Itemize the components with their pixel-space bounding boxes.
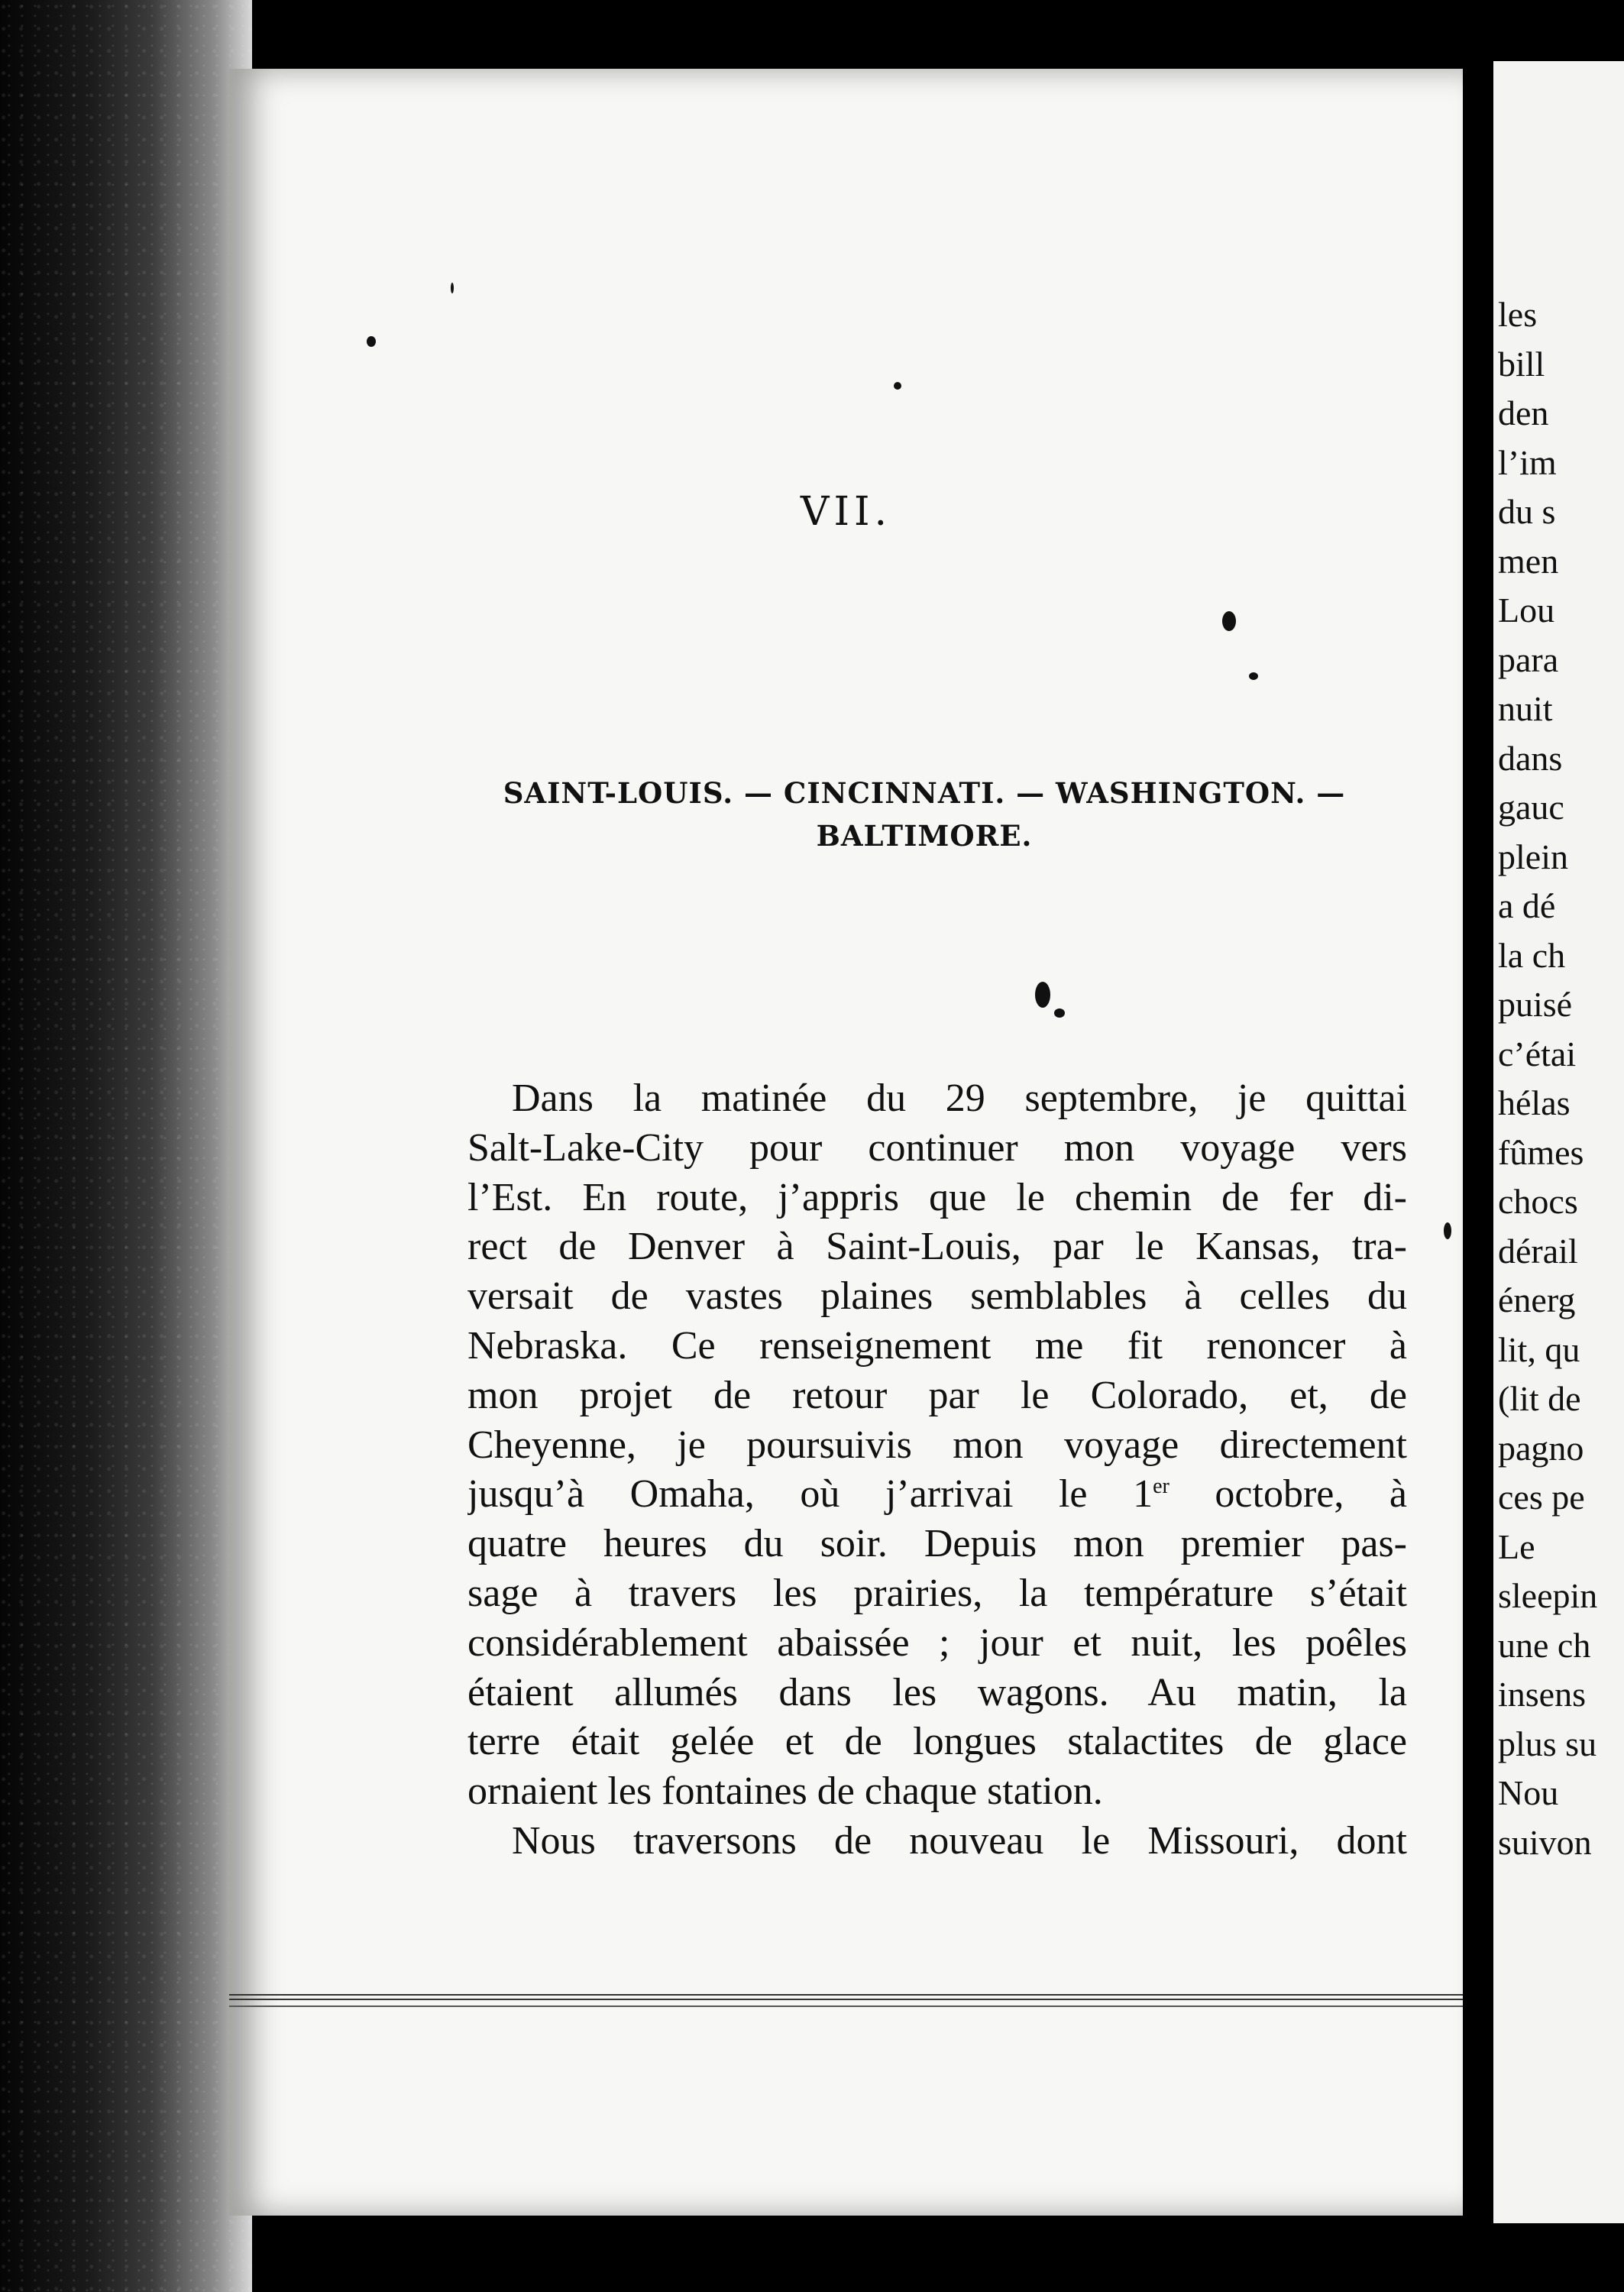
chapter-title-line: BALTIMORE. [816,819,1033,853]
right-page-line: Lou [1498,591,1555,630]
text-line: considérablement abaissée ; jour et nuit, les poêles [467,1620,1407,1665]
right-page-line: suivon [1498,1822,1592,1862]
page-bottom-rule [229,1994,1463,2000]
right-page-line: chocs [1498,1182,1578,1221]
page-bottom-rule-secondary [229,2006,1463,2007]
chapter-title [428,772,1421,857]
right-page-line: les [1498,295,1538,334]
right-page-line: du s [1498,492,1556,531]
right-page-line: den [1498,393,1549,432]
right-page-line: une ch [1498,1625,1591,1665]
right-page-line: lit, qu [1498,1329,1580,1369]
right-page-line: a dé [1498,886,1556,925]
right-page-line: nuit [1498,689,1553,728]
page-separator [1463,0,1493,2292]
right-page-lines [1493,290,1597,1867]
right-page-line: Le [1498,1526,1535,1566]
text-line: mon projet de retour par le Colorado, et, de [467,1373,1407,1417]
text-line: Salt-Lake-City pour continuer mon voyage vers [467,1125,1407,1170]
scan-speck [451,283,454,293]
text-fragment: jusqu’à Omaha, où j’arrivai le 1 [467,1472,1153,1517]
right-page-line: dans [1498,738,1563,778]
text-line-with-superscript [467,1470,1407,1520]
right-page-line: bill [1498,344,1545,384]
right-page-fragment [1493,61,1624,2223]
body-paragraphs [467,1074,1407,1866]
scan-speck [894,382,901,390]
text-line: Nous traversons de nouveau le Missouri, dont [512,1818,1407,1863]
right-page-line: dérail [1498,1231,1578,1271]
right-page-line: (lit de [1498,1379,1581,1418]
text-line: Cheyenne, je poursuivis mon voyage directement [467,1423,1407,1467]
chapter-number: VII. [800,489,892,535]
right-page-line: la ch [1498,935,1566,975]
scan-speck [1035,982,1050,1008]
right-page-line: para [1498,639,1559,679]
scan-speck [1222,611,1236,631]
right-page-line: Nou [1498,1773,1559,1812]
text-line: étaient allumés dans les wagons. Au matin, la [467,1670,1407,1714]
text-line: Dans la matinée du 29 septembre, je quittai [512,1076,1407,1120]
right-page-line: gauc [1498,788,1564,827]
right-page-line: c’étai [1498,1034,1577,1073]
right-page-line: l’im [1498,442,1557,482]
scan-speck [1249,672,1258,680]
text-line: sage à travers les prairies, la température s’était [467,1571,1407,1615]
chapter-title-line: SAINT-LOUIS. — CINCINNATI. — WASHINGTON. — [503,776,1346,810]
scan-speck [1054,1008,1065,1018]
text-line: quatre heures du soir. Depuis mon premier pas- [467,1522,1407,1566]
right-page-line: insens [1498,1675,1586,1714]
text-line: l’Est. En route, j’appris que le chemin de fer di- [467,1175,1407,1219]
right-page-line: plein [1498,837,1568,876]
right-page-line: ces pe [1498,1478,1585,1517]
right-page-line: énerg [1498,1280,1576,1319]
right-page-line: fûmes [1498,1132,1584,1172]
ordinal-superscript: er [1153,1475,1169,1499]
right-page-line: sleepin [1498,1576,1598,1615]
text-line: rect de Denver à Saint-Louis, par le Kansas, tra- [467,1225,1407,1269]
right-page-line: puisé [1498,985,1573,1024]
scan-speck [1444,1222,1451,1239]
right-page-line: plus su [1498,1724,1597,1763]
text-fragment: octobre, à [1169,1472,1407,1517]
text-line: terre était gelée et de longues stalactites de glace [467,1720,1407,1764]
right-page-line: hélas [1498,1083,1571,1122]
right-page-line: men [1498,541,1559,581]
text-line: versait de vastes plaines semblables à celles du [467,1274,1407,1319]
text-line: ornaient les fontaines de chaque station. [467,1769,1103,1814]
scan-speck [367,336,376,347]
text-line: Nebraska. Ce renseignement me fit renoncer à [467,1323,1407,1368]
right-page-line: pagno [1498,1428,1584,1468]
book-gutter [0,0,252,2292]
